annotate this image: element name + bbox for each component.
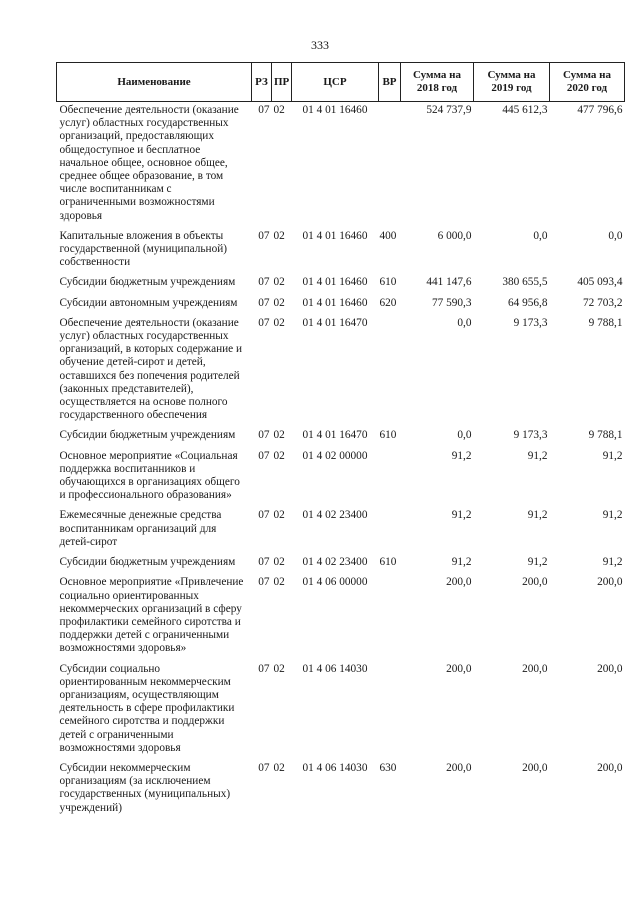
row-sum-2018: 91,2 xyxy=(451,556,472,569)
row-sum-2018: 524 737,9 xyxy=(426,104,472,116)
row-vr: 610 xyxy=(379,556,397,569)
table-body xyxy=(57,102,625,820)
row-sum-2018: 77 590,3 xyxy=(431,296,472,309)
table-row xyxy=(57,315,625,428)
row-csr: 01 4 02 23400 xyxy=(302,509,368,522)
row-sum-2018: 200,0 xyxy=(446,576,472,589)
row-sum-2019: 91,2 xyxy=(527,556,548,569)
row-sum-2019: 380 655,5 xyxy=(502,276,548,289)
row-sum-2019: 9 173,3 xyxy=(513,316,548,329)
row-csr: 01 4 01 16460 xyxy=(302,229,368,242)
table-row xyxy=(57,554,625,574)
header-name: Наименование xyxy=(57,63,252,102)
row-sum-2020: 477 796,6 xyxy=(577,104,623,116)
row-vr xyxy=(379,102,401,228)
row-name: Субсидии автономным учреждениям xyxy=(59,296,238,309)
row-name: Субсидии бюджетным учреждениям xyxy=(59,429,236,442)
row-sum-2019: 0,0 xyxy=(533,229,548,242)
row-rz: 07 xyxy=(258,429,270,442)
budget-table xyxy=(56,62,625,820)
row-rz: 07 xyxy=(258,229,270,242)
row-vr: 630 xyxy=(379,761,397,774)
row-pr: 02 xyxy=(273,276,285,289)
row-sum-2019: 200,0 xyxy=(522,576,548,589)
row-sum-2020: 405 093,4 xyxy=(577,276,623,289)
row-csr: 01 4 01 16460 xyxy=(302,104,368,116)
header-sum-2018: Сумма на 2018 год xyxy=(401,63,474,102)
row-vr: 610 xyxy=(379,276,397,289)
row-rz: 07 xyxy=(258,761,270,774)
row-pr: 02 xyxy=(273,662,285,675)
row-rz: 07 xyxy=(258,316,270,329)
row-csr: 01 4 01 16470 xyxy=(302,316,368,329)
row-rz: 07 xyxy=(258,296,270,309)
row-csr: 01 4 01 16460 xyxy=(302,296,368,309)
row-sum-2018: 0,0 xyxy=(457,316,472,329)
header-rz: РЗ xyxy=(252,63,272,102)
table-row xyxy=(57,228,625,275)
row-csr: 01 4 06 00000 xyxy=(302,576,368,589)
row-pr: 02 xyxy=(273,556,285,569)
row-sum-2020: 72 703,2 xyxy=(582,296,623,309)
row-pr: 02 xyxy=(273,761,285,774)
row-vr xyxy=(379,448,401,508)
row-vr xyxy=(379,507,401,554)
row-name: Обеспечение деятельности (оказание услуг) областных государственных организаций, в которых содержание и обучение детей-сирот и детей, оставшихся без попечения родителей (законных представителей), осуществляется на основе полного государственного обеспечения xyxy=(59,316,243,422)
row-pr: 02 xyxy=(273,576,285,589)
row-sum-2020: 9 788,1 xyxy=(588,429,623,442)
row-pr: 02 xyxy=(273,229,285,242)
row-pr: 02 xyxy=(273,429,285,442)
header-vr: ВР xyxy=(379,63,401,102)
table-row xyxy=(57,760,625,820)
row-name: Субсидии некоммерческим организациям (за исключением государственных (муниципальных) учреждений) xyxy=(59,761,231,814)
table-row xyxy=(57,661,625,760)
row-sum-2020: 200,0 xyxy=(597,662,623,675)
row-sum-2020: 9 788,1 xyxy=(588,316,623,329)
row-pr: 02 xyxy=(273,316,285,329)
row-sum-2020: 91,2 xyxy=(602,449,623,462)
row-vr: 610 xyxy=(379,429,397,442)
row-rz: 07 xyxy=(258,556,270,569)
row-name: Основное мероприятие «Социальная поддержка воспитанников и обучающихся в организациях общего и профессионального образования» xyxy=(59,449,240,502)
row-sum-2020: 0,0 xyxy=(608,229,623,242)
row-sum-2019: 200,0 xyxy=(522,761,548,774)
row-rz: 07 xyxy=(258,662,270,675)
row-sum-2019: 91,2 xyxy=(527,449,548,462)
header-pr: ПР xyxy=(272,63,292,102)
row-name: Капитальные вложения в объекты государственной (муниципальной) собственности xyxy=(59,229,228,269)
row-sum-2020: 200,0 xyxy=(597,761,623,774)
row-csr: 01 4 02 00000 xyxy=(302,449,368,462)
row-pr: 02 xyxy=(273,296,285,309)
row-name: Субсидии бюджетным учреждениям xyxy=(59,556,236,569)
header-csr: ЦСР xyxy=(292,63,379,102)
table-row xyxy=(57,102,625,228)
row-sum-2020: 200,0 xyxy=(597,576,623,589)
row-vr xyxy=(379,574,401,660)
row-vr xyxy=(379,661,401,760)
row-name: Ежемесячные денежные средства воспитанникам организаций для детей-сирот xyxy=(59,509,222,548)
row-name: Субсидии бюджетным учреждениям xyxy=(59,276,236,289)
row-sum-2019: 200,0 xyxy=(522,662,548,675)
row-sum-2018: 6 000,0 xyxy=(437,229,472,242)
row-pr: 02 xyxy=(273,509,285,522)
table-row xyxy=(57,574,625,660)
row-vr: 620 xyxy=(379,296,397,309)
row-sum-2019: 445 612,3 xyxy=(502,104,548,116)
row-csr: 01 4 01 16460 xyxy=(302,276,368,289)
row-csr: 01 4 06 14030 xyxy=(302,662,368,675)
row-pr: 02 xyxy=(273,449,285,462)
row-rz: 07 xyxy=(258,104,270,116)
row-csr: 01 4 02 23400 xyxy=(302,556,368,569)
row-sum-2018: 200,0 xyxy=(446,662,472,675)
table-row xyxy=(57,274,625,294)
row-sum-2018: 91,2 xyxy=(451,449,472,462)
row-sum-2020: 91,2 xyxy=(602,509,623,522)
table-row xyxy=(57,295,625,315)
row-rz: 07 xyxy=(258,449,270,462)
row-name: Субсидии социально ориентированным некоммерческим организациям, осуществляющим деятельность в сфере профилактики семейного сиротства и поддержки детей с ограниченными возможностями здоровья xyxy=(59,662,235,754)
row-sum-2018: 0,0 xyxy=(457,429,472,442)
row-rz: 07 xyxy=(258,576,270,589)
table-header-row xyxy=(57,63,625,102)
row-rz: 07 xyxy=(258,509,270,522)
row-sum-2018: 200,0 xyxy=(446,761,472,774)
row-name: Обеспечение деятельности (оказание услуг) областных государственных организаций, предоставляющих общедоступное и бесплатное начальное общее, основное общее, среднее общее образование, в том числе воспитанникам с ограниченными возможностями здоровья xyxy=(59,104,239,222)
row-sum-2019: 9 173,3 xyxy=(513,429,548,442)
row-vr: 400 xyxy=(379,229,397,242)
table-row xyxy=(57,507,625,554)
row-pr: 02 xyxy=(273,104,285,116)
row-csr: 01 4 06 14030 xyxy=(302,761,368,774)
table-row xyxy=(57,427,625,447)
row-name: Основное мероприятие «Привлечение социально ориентированных некоммерческих организаций в сферу профилактики семейного сиротства и поддержки детей с ограниченными возможностями здоровья» xyxy=(59,576,244,655)
row-sum-2020: 91,2 xyxy=(602,556,623,569)
table-row xyxy=(57,448,625,508)
row-sum-2019: 64 956,8 xyxy=(507,296,548,309)
page-number: 333 xyxy=(311,38,329,52)
row-sum-2018: 91,2 xyxy=(451,509,472,522)
row-csr: 01 4 01 16470 xyxy=(302,429,368,442)
row-sum-2019: 91,2 xyxy=(527,509,548,522)
header-sum-2019: Сумма на 2019 год xyxy=(474,63,550,102)
row-rz: 07 xyxy=(258,276,270,289)
header-sum-2020: Сумма на 2020 год xyxy=(550,63,625,102)
row-sum-2018: 441 147,6 xyxy=(426,276,472,289)
row-vr xyxy=(379,315,401,428)
